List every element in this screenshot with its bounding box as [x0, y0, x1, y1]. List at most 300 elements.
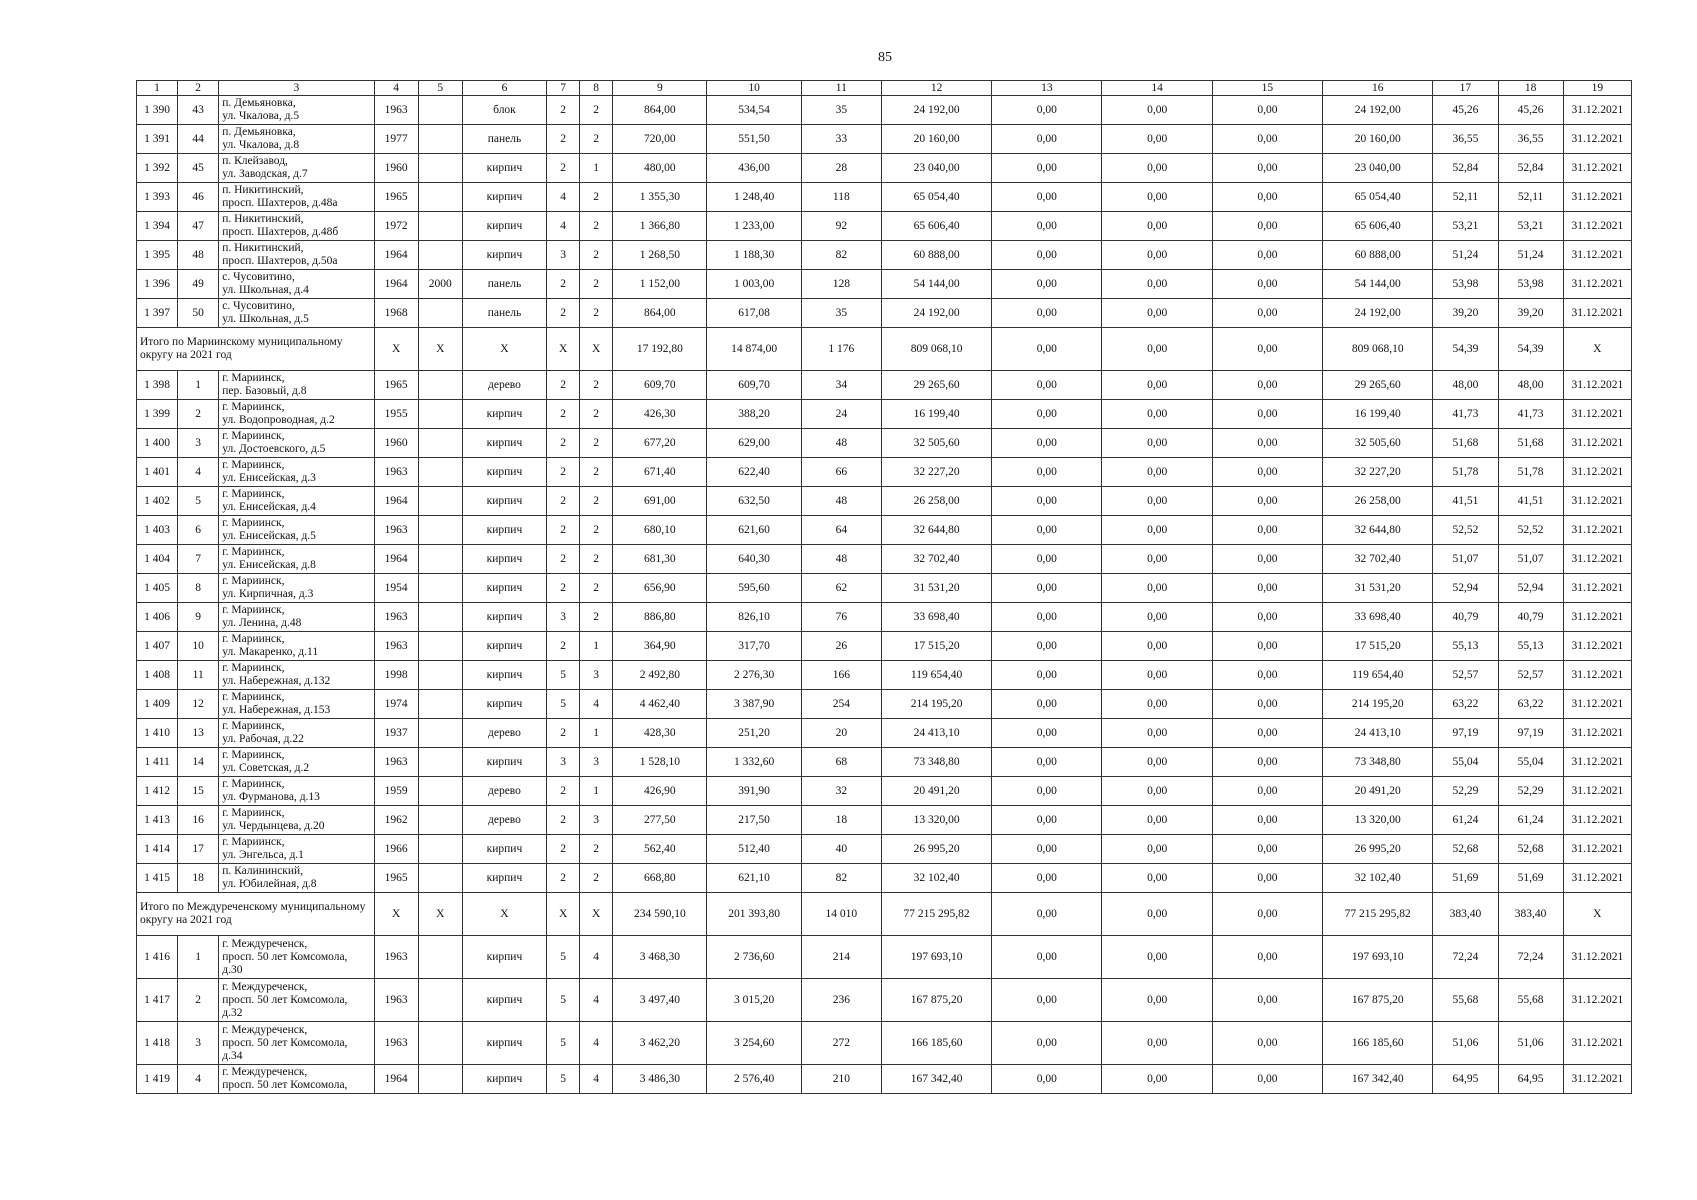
cell-col9: 2 492,80 [613, 661, 707, 690]
address-cell: г. Мариинск, ул. Чердынцева, д.20 [219, 806, 374, 835]
cell-col11: 66 [801, 458, 881, 487]
subtotal-cell-col8: X [580, 328, 613, 371]
cell-col14: 0,00 [1102, 487, 1212, 516]
cell-col2: 3 [178, 1022, 219, 1065]
cell-col5 [418, 371, 462, 400]
cell-col2: 50 [178, 299, 219, 328]
cell-col7: 5 [547, 979, 580, 1022]
cell-col19: 31.12.2021 [1563, 574, 1631, 603]
cell-col14: 0,00 [1102, 777, 1212, 806]
cell-col7: 2 [547, 371, 580, 400]
cell-col1: 1 412 [137, 777, 178, 806]
cell-col6: панель [462, 270, 546, 299]
cell-col16: 65 054,40 [1323, 183, 1433, 212]
cell-col8: 3 [580, 806, 613, 835]
cell-col9: 3 486,30 [613, 1065, 707, 1094]
cell-col11: 236 [801, 979, 881, 1022]
cell-col5 [418, 545, 462, 574]
cell-col12: 166 185,60 [881, 1022, 991, 1065]
cell-col13: 0,00 [992, 212, 1102, 241]
cell-col5 [418, 777, 462, 806]
cell-col18: 61,24 [1498, 806, 1563, 835]
cell-col8: 2 [580, 545, 613, 574]
cell-col4: 1972 [374, 212, 418, 241]
address-cell: п. Никитинский, просп. Шахтеров, д.48а [219, 183, 374, 212]
subtotal-cell-col13: 0,00 [992, 328, 1102, 371]
cell-col6: кирпич [462, 458, 546, 487]
cell-col2: 3 [178, 429, 219, 458]
cell-col15: 0,00 [1212, 154, 1322, 183]
address-cell: п. Клейзавод, ул. Заводская, д.7 [219, 154, 374, 183]
cell-col10: 391,90 [707, 777, 801, 806]
cell-col10: 609,70 [707, 371, 801, 400]
table-row [137, 748, 1632, 777]
address-cell: г. Мариинск, ул. Водопроводная, д.2 [219, 400, 374, 429]
cell-col2: 45 [178, 154, 219, 183]
cell-col16: 13 320,00 [1323, 806, 1433, 835]
cell-col9: 864,00 [613, 299, 707, 328]
table-row [137, 154, 1632, 183]
cell-col7: 5 [547, 661, 580, 690]
cell-col9: 1 268,50 [613, 241, 707, 270]
cell-col4: 1964 [374, 487, 418, 516]
cell-col7: 2 [547, 632, 580, 661]
cell-col2: 16 [178, 806, 219, 835]
cell-col6: кирпич [462, 632, 546, 661]
cell-col8: 2 [580, 487, 613, 516]
address-cell: г. Мариинск, ул. Кирпичная, д.3 [219, 574, 374, 603]
cell-col8: 4 [580, 1065, 613, 1094]
cell-col19: 31.12.2021 [1563, 183, 1631, 212]
cell-col13: 0,00 [992, 400, 1102, 429]
cell-col9: 364,90 [613, 632, 707, 661]
cell-col4: 1955 [374, 400, 418, 429]
cell-col10: 632,50 [707, 487, 801, 516]
cell-col2: 17 [178, 835, 219, 864]
cell-col17: 55,04 [1433, 748, 1498, 777]
cell-col7: 2 [547, 125, 580, 154]
cell-col13: 0,00 [992, 1022, 1102, 1065]
cell-col16: 166 185,60 [1323, 1022, 1433, 1065]
subtotal-cell-col12: 77 215 295,82 [881, 893, 991, 936]
cell-col10: 534,54 [707, 96, 801, 125]
cell-col12: 24 192,00 [881, 299, 991, 328]
cell-col1: 1 416 [137, 936, 178, 979]
cell-col9: 886,80 [613, 603, 707, 632]
cell-col2: 13 [178, 719, 219, 748]
cell-col13: 0,00 [992, 545, 1102, 574]
cell-col1: 1 404 [137, 545, 178, 574]
subtotal-cell-col8: X [580, 893, 613, 936]
cell-col19: 31.12.2021 [1563, 603, 1631, 632]
cell-col4: 1974 [374, 690, 418, 719]
cell-col17: 41,73 [1433, 400, 1498, 429]
cell-col13: 0,00 [992, 979, 1102, 1022]
cell-col6: кирпич [462, 835, 546, 864]
cell-col10: 388,20 [707, 400, 801, 429]
column-number-12: 12 [881, 81, 991, 96]
table-row [137, 400, 1632, 429]
cell-col4: 1965 [374, 864, 418, 893]
cell-col14: 0,00 [1102, 632, 1212, 661]
cell-col19: 31.12.2021 [1563, 299, 1631, 328]
cell-col7: 4 [547, 212, 580, 241]
cell-col4: 1963 [374, 516, 418, 545]
cell-col5 [418, 603, 462, 632]
cell-col19: 31.12.2021 [1563, 545, 1631, 574]
cell-col14: 0,00 [1102, 690, 1212, 719]
cell-col1: 1 393 [137, 183, 178, 212]
cell-col8: 2 [580, 835, 613, 864]
cell-col15: 0,00 [1212, 270, 1322, 299]
cell-col15: 0,00 [1212, 835, 1322, 864]
cell-col11: 62 [801, 574, 881, 603]
cell-col13: 0,00 [992, 574, 1102, 603]
cell-col9: 720,00 [613, 125, 707, 154]
cell-col5 [418, 241, 462, 270]
cell-col12: 17 515,20 [881, 632, 991, 661]
cell-col14: 0,00 [1102, 183, 1212, 212]
subtotal-cell-col11: 14 010 [801, 893, 881, 936]
cell-col17: 64,95 [1433, 1065, 1498, 1094]
table-row [137, 632, 1632, 661]
subtotal-cell-col18: 383,40 [1498, 893, 1563, 936]
cell-col9: 1 366,80 [613, 212, 707, 241]
page-number: 85 [878, 50, 892, 65]
cell-col17: 61,24 [1433, 806, 1498, 835]
cell-col11: 34 [801, 371, 881, 400]
cell-col11: 20 [801, 719, 881, 748]
cell-col18: 53,21 [1498, 212, 1563, 241]
cell-col2: 6 [178, 516, 219, 545]
cell-col7: 2 [547, 516, 580, 545]
address-cell: г. Мариинск, ул. Набережная, д.153 [219, 690, 374, 719]
cell-col14: 0,00 [1102, 748, 1212, 777]
cell-col12: 24 413,10 [881, 719, 991, 748]
cell-col7: 5 [547, 936, 580, 979]
cell-col8: 3 [580, 748, 613, 777]
cell-col6: кирпич [462, 487, 546, 516]
cell-col6: блок [462, 96, 546, 125]
cell-col1: 1 391 [137, 125, 178, 154]
subtotal-cell-col7: X [547, 893, 580, 936]
cell-col4: 1963 [374, 936, 418, 979]
cell-col10: 622,40 [707, 458, 801, 487]
table-row [137, 487, 1632, 516]
cell-col1: 1 394 [137, 212, 178, 241]
cell-col13: 0,00 [992, 429, 1102, 458]
subtotal-cell-col14: 0,00 [1102, 893, 1212, 936]
cell-col2: 1 [178, 936, 219, 979]
cell-col14: 0,00 [1102, 212, 1212, 241]
cell-col17: 51,68 [1433, 429, 1498, 458]
cell-col15: 0,00 [1212, 125, 1322, 154]
cell-col4: 1963 [374, 458, 418, 487]
cell-col15: 0,00 [1212, 487, 1322, 516]
cell-col19: 31.12.2021 [1563, 458, 1631, 487]
cell-col8: 2 [580, 400, 613, 429]
cell-col15: 0,00 [1212, 574, 1322, 603]
cell-col6: кирпич [462, 516, 546, 545]
cell-col10: 826,10 [707, 603, 801, 632]
cell-col5 [418, 183, 462, 212]
cell-col16: 54 144,00 [1323, 270, 1433, 299]
cell-col6: кирпич [462, 603, 546, 632]
cell-col11: 64 [801, 516, 881, 545]
cell-col5 [418, 864, 462, 893]
cell-col18: 52,11 [1498, 183, 1563, 212]
cell-col18: 63,22 [1498, 690, 1563, 719]
cell-col17: 52,84 [1433, 154, 1498, 183]
subtotal-cell-col19: X [1563, 893, 1631, 936]
cell-col2: 15 [178, 777, 219, 806]
cell-col9: 677,20 [613, 429, 707, 458]
cell-col18: 52,68 [1498, 835, 1563, 864]
subtotal-cell-col9: 234 590,10 [613, 893, 707, 936]
cell-col14: 0,00 [1102, 864, 1212, 893]
cell-col1: 1 410 [137, 719, 178, 748]
cell-col6: кирпич [462, 690, 546, 719]
cell-col18: 52,29 [1498, 777, 1563, 806]
cell-col11: 32 [801, 777, 881, 806]
cell-col12: 33 698,40 [881, 603, 991, 632]
table-row [137, 270, 1632, 299]
cell-col7: 2 [547, 545, 580, 574]
cell-col18: 52,94 [1498, 574, 1563, 603]
cell-col16: 20 491,20 [1323, 777, 1433, 806]
subtotal-cell-col13: 0,00 [992, 893, 1102, 936]
cell-col6: дерево [462, 777, 546, 806]
cell-col1: 1 407 [137, 632, 178, 661]
cell-col5 [418, 487, 462, 516]
cell-col9: 680,10 [613, 516, 707, 545]
cell-col11: 24 [801, 400, 881, 429]
table-row [137, 96, 1632, 125]
cell-col5 [418, 212, 462, 241]
cell-col8: 3 [580, 661, 613, 690]
cell-col19: 31.12.2021 [1563, 1065, 1631, 1094]
cell-col15: 0,00 [1212, 1022, 1322, 1065]
cell-col14: 0,00 [1102, 936, 1212, 979]
cell-col2: 10 [178, 632, 219, 661]
cell-col11: 35 [801, 299, 881, 328]
cell-col19: 31.12.2021 [1563, 719, 1631, 748]
cell-col19: 31.12.2021 [1563, 154, 1631, 183]
cell-col7: 3 [547, 748, 580, 777]
cell-col1: 1 396 [137, 270, 178, 299]
cell-col19: 31.12.2021 [1563, 979, 1631, 1022]
subtotal-cell-col4: X [374, 328, 418, 371]
table-row [137, 864, 1632, 893]
table-row [137, 1022, 1632, 1065]
cell-col9: 691,00 [613, 487, 707, 516]
cell-col14: 0,00 [1102, 371, 1212, 400]
cell-col17: 52,29 [1433, 777, 1498, 806]
cell-col16: 26 995,20 [1323, 835, 1433, 864]
cell-col4: 1968 [374, 299, 418, 328]
cell-col17: 97,19 [1433, 719, 1498, 748]
cell-col4: 1963 [374, 1022, 418, 1065]
cell-col12: 167 342,40 [881, 1065, 991, 1094]
address-cell: г. Междуреченск, просп. 50 лет Комсомола, [219, 1065, 374, 1094]
cell-col16: 24 192,00 [1323, 96, 1433, 125]
cell-col12: 13 320,00 [881, 806, 991, 835]
cell-col6: дерево [462, 719, 546, 748]
cell-col10: 2 576,40 [707, 1065, 801, 1094]
column-number-2: 2 [178, 81, 219, 96]
cell-col17: 52,57 [1433, 661, 1498, 690]
cell-col2: 44 [178, 125, 219, 154]
cell-col18: 52,57 [1498, 661, 1563, 690]
cell-col4: 1965 [374, 371, 418, 400]
cell-col16: 29 265,60 [1323, 371, 1433, 400]
cell-col19: 31.12.2021 [1563, 212, 1631, 241]
column-number-7: 7 [547, 81, 580, 96]
cell-col17: 55,13 [1433, 632, 1498, 661]
cell-col15: 0,00 [1212, 371, 1322, 400]
cell-col12: 32 644,80 [881, 516, 991, 545]
cell-col8: 2 [580, 429, 613, 458]
cell-col18: 52,84 [1498, 154, 1563, 183]
cell-col1: 1 413 [137, 806, 178, 835]
cell-col4: 1963 [374, 979, 418, 1022]
cell-col18: 41,73 [1498, 400, 1563, 429]
cell-col16: 31 531,20 [1323, 574, 1433, 603]
cell-col10: 1 233,00 [707, 212, 801, 241]
cell-col2: 9 [178, 603, 219, 632]
subtotal-cell-col10: 14 874,00 [707, 328, 801, 371]
cell-col8: 2 [580, 270, 613, 299]
cell-col1: 1 398 [137, 371, 178, 400]
cell-col7: 2 [547, 270, 580, 299]
cell-col9: 277,50 [613, 806, 707, 835]
cell-col12: 24 192,00 [881, 96, 991, 125]
cell-col11: 128 [801, 270, 881, 299]
cell-col18: 48,00 [1498, 371, 1563, 400]
cell-col6: кирпич [462, 212, 546, 241]
cell-col13: 0,00 [992, 661, 1102, 690]
cell-col9: 1 355,30 [613, 183, 707, 212]
cell-col18: 97,19 [1498, 719, 1563, 748]
cell-col15: 0,00 [1212, 458, 1322, 487]
cell-col11: 35 [801, 96, 881, 125]
cell-col1: 1 392 [137, 154, 178, 183]
cell-col11: 48 [801, 429, 881, 458]
cell-col5 [418, 1022, 462, 1065]
subtotal-cell-col16: 77 215 295,82 [1323, 893, 1433, 936]
cell-col12: 65 054,40 [881, 183, 991, 212]
cell-col13: 0,00 [992, 299, 1102, 328]
cell-col9: 671,40 [613, 458, 707, 487]
table-row [137, 429, 1632, 458]
cell-col16: 33 698,40 [1323, 603, 1433, 632]
cell-col11: 26 [801, 632, 881, 661]
cell-col7: 5 [547, 690, 580, 719]
cell-col1: 1 395 [137, 241, 178, 270]
subtotal-cell-col9: 17 192,80 [613, 328, 707, 371]
cell-col19: 31.12.2021 [1563, 936, 1631, 979]
cell-col1: 1 402 [137, 487, 178, 516]
cell-col5 [418, 299, 462, 328]
cell-col16: 73 348,80 [1323, 748, 1433, 777]
cell-col6: панель [462, 125, 546, 154]
cell-col15: 0,00 [1212, 241, 1322, 270]
cell-col1: 1 390 [137, 96, 178, 125]
cell-col12: 197 693,10 [881, 936, 991, 979]
column-number-14: 14 [1102, 81, 1212, 96]
cell-col9: 681,30 [613, 545, 707, 574]
cell-col10: 1 332,60 [707, 748, 801, 777]
cell-col18: 55,13 [1498, 632, 1563, 661]
subtotal-row [137, 328, 1632, 371]
subtotal-cell-col12: 809 068,10 [881, 328, 991, 371]
cell-col6: кирпич [462, 1065, 546, 1094]
cell-col8: 2 [580, 371, 613, 400]
cell-col4: 1960 [374, 429, 418, 458]
cell-col5 [418, 429, 462, 458]
cell-col15: 0,00 [1212, 632, 1322, 661]
cell-col5 [418, 125, 462, 154]
cell-col2: 4 [178, 458, 219, 487]
cell-col10: 2 276,30 [707, 661, 801, 690]
cell-col7: 2 [547, 96, 580, 125]
cell-col14: 0,00 [1102, 545, 1212, 574]
cell-col5 [418, 835, 462, 864]
cell-col13: 0,00 [992, 632, 1102, 661]
cell-col10: 621,10 [707, 864, 801, 893]
cell-col17: 53,98 [1433, 270, 1498, 299]
subtotal-cell-col11: 1 176 [801, 328, 881, 371]
cell-col13: 0,00 [992, 458, 1102, 487]
cell-col11: 18 [801, 806, 881, 835]
cell-col15: 0,00 [1212, 212, 1322, 241]
column-number-13: 13 [992, 81, 1102, 96]
cell-col19: 31.12.2021 [1563, 516, 1631, 545]
cell-col18: 51,69 [1498, 864, 1563, 893]
cell-col1: 1 399 [137, 400, 178, 429]
cell-col16: 26 258,00 [1323, 487, 1433, 516]
cell-col2: 43 [178, 96, 219, 125]
cell-col12: 20 491,20 [881, 777, 991, 806]
cell-col5 [418, 154, 462, 183]
cell-col9: 4 462,40 [613, 690, 707, 719]
cell-col18: 51,78 [1498, 458, 1563, 487]
cell-col14: 0,00 [1102, 299, 1212, 328]
cell-col14: 0,00 [1102, 154, 1212, 183]
cell-col9: 562,40 [613, 835, 707, 864]
table-row [137, 690, 1632, 719]
subtotal-cell-col5: X [418, 893, 462, 936]
cell-col2: 5 [178, 487, 219, 516]
cell-col8: 4 [580, 979, 613, 1022]
cell-col2: 48 [178, 241, 219, 270]
cell-col16: 167 875,20 [1323, 979, 1433, 1022]
cell-col4: 1963 [374, 632, 418, 661]
cell-col5 [418, 806, 462, 835]
cell-col18: 55,68 [1498, 979, 1563, 1022]
cell-col15: 0,00 [1212, 183, 1322, 212]
address-cell: с. Чусовитино, ул. Школьная, д.4 [219, 270, 374, 299]
cell-col5: 2000 [418, 270, 462, 299]
cell-col5 [418, 574, 462, 603]
cell-col9: 480,00 [613, 154, 707, 183]
address-cell: п. Калининский, ул. Юбилейная, д.8 [219, 864, 374, 893]
cell-col17: 39,20 [1433, 299, 1498, 328]
cell-col6: кирпич [462, 748, 546, 777]
table-row [137, 241, 1632, 270]
cell-col13: 0,00 [992, 806, 1102, 835]
column-number-19: 19 [1563, 81, 1631, 96]
